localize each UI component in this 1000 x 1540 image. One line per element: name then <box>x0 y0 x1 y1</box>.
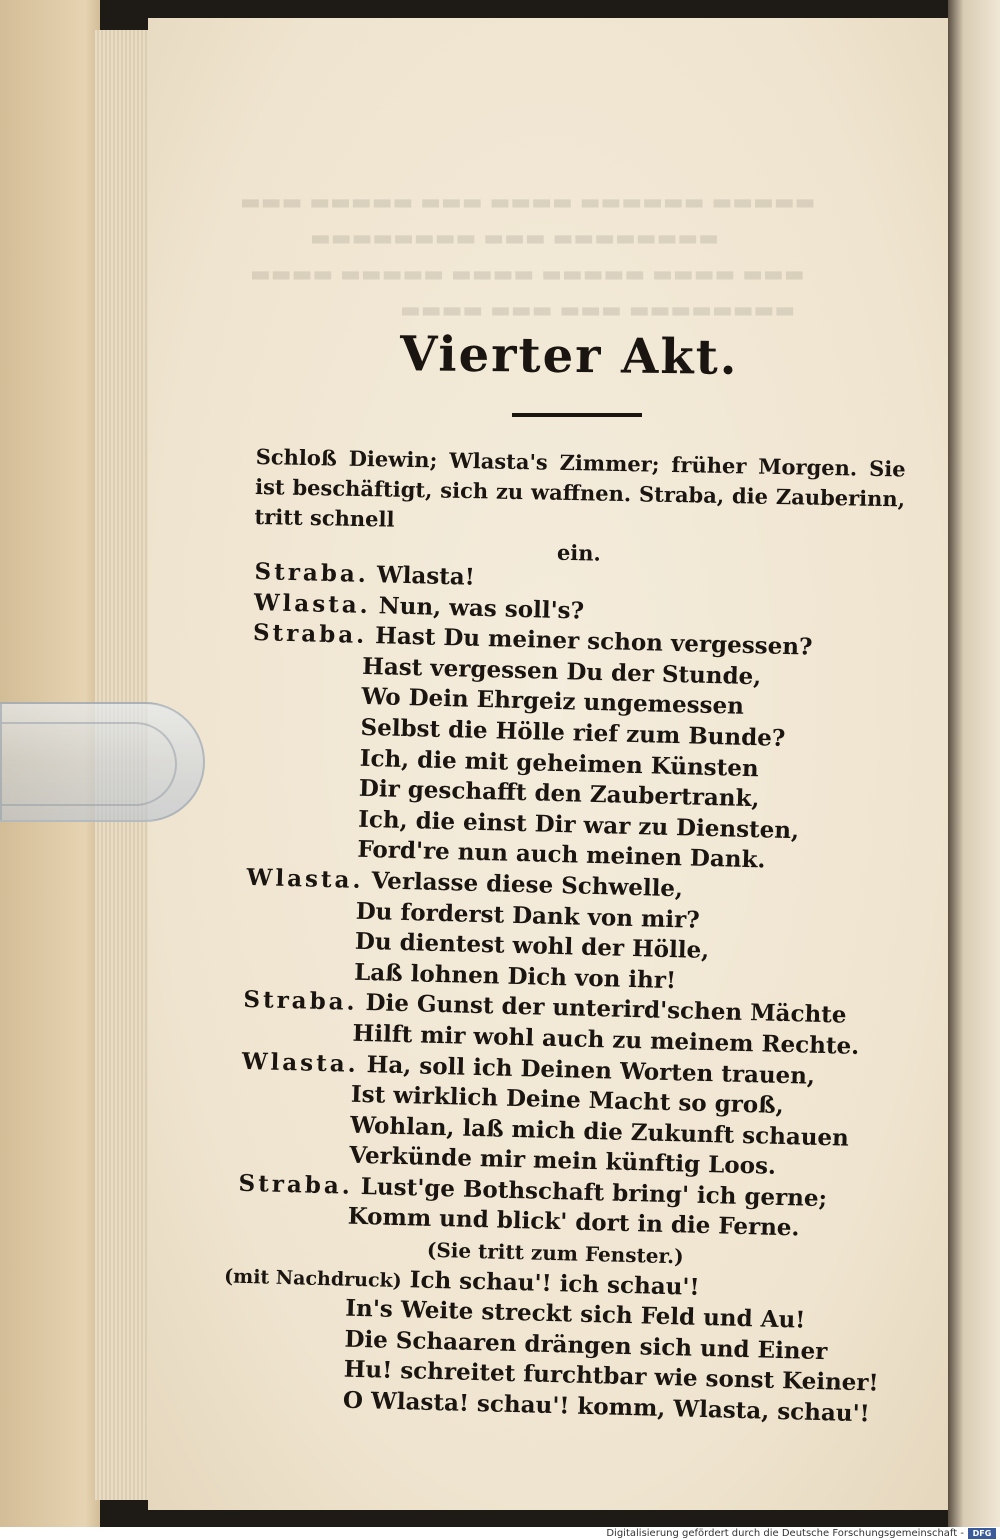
line-text: Nun, was soll's? <box>370 591 585 625</box>
speaker-name: Wlasta. <box>246 863 364 894</box>
bleed-through-texture: ▬▬▬▬ ▬▬▬▬▬ ▬▬▬▬ ▬▬▬▬▬ ▬▬▬▬ ▬▬▬ <box>250 262 805 287</box>
funding-credit: Digitalisierung gefördert durch die Deutsche Forschungsgemeinschaft - <box>606 1528 964 1539</box>
verse-line: Wo Dein Ehrgeiz ungemessen <box>361 683 745 721</box>
verse-line: Ich, die mit geheimen Künsten <box>359 744 760 782</box>
emphasis-direction: (mit Nachdruck) <box>223 1265 403 1292</box>
page-clip <box>0 702 205 822</box>
speaker-name: Straba. <box>254 557 370 588</box>
footer-bar <box>0 1527 1000 1540</box>
stage-direction-end: ein. <box>556 539 602 566</box>
title-rule <box>512 413 642 417</box>
act-title: Vierter Akt. <box>399 326 739 386</box>
verse-line: Hilft mir wohl auch zu meinem Rechte. <box>352 1019 860 1060</box>
verse-line: Ist wirklich Deine Macht so groß, <box>350 1080 785 1120</box>
page-clip-inner <box>2 722 177 806</box>
line-text: Ich schau'! ich schau'! <box>409 1265 700 1301</box>
stage-direction <box>254 442 906 574</box>
dialogue-block <box>223 557 895 1430</box>
verse-line: Du dientest wohl der Hölle, <box>354 927 710 965</box>
speaker-name: Wlasta. <box>253 588 372 619</box>
verse-line: Hast vergessen Du der Stunde, <box>361 652 762 691</box>
line-text: Hast Du meiner schon vergessen? <box>366 622 813 661</box>
bleed-through-texture: ▬▬▬▬ ▬▬▬ ▬▬▬ ▬▬▬▬▬▬▬▬ <box>400 298 796 323</box>
verse-line: Dir geschafft den Zaubertrank, <box>358 774 760 813</box>
speaker-name: Wlasta. <box>241 1047 360 1078</box>
verse-line: In's Weite streckt sich Feld und Au! <box>345 1294 806 1334</box>
verse-line: Hu! schreitet furchtbar wie sonst Keiner! <box>343 1356 879 1398</box>
speaker-name: Straba. <box>252 619 368 650</box>
verse-line: Verkünde mir mein künftig Loos. <box>349 1141 777 1181</box>
facing-page-edge <box>948 0 1000 1530</box>
verse-line: O Wlasta! schau'! komm, Wlasta, schau'! <box>342 1386 871 1428</box>
bleed-through-texture: ▬▬▬▬▬▬▬▬ ▬▬▬ ▬▬▬▬▬▬▬▬ <box>310 226 719 251</box>
speaker-name: Straba. <box>243 986 358 1017</box>
verse-line: Laß lohnen Dich von ihr! <box>353 958 677 994</box>
speaker-name: Straba. <box>238 1169 354 1200</box>
dfg-logo: DFG <box>968 1528 996 1539</box>
stage-direction-window: (Sie tritt zum Fenster.) <box>426 1237 684 1269</box>
line-text: Verlasse diese Schwelle, <box>363 866 684 903</box>
verse-line: Du forderst Dank von mir? <box>355 897 701 934</box>
line-text: Die Gunst der unterird'schen Mächte <box>357 989 847 1029</box>
verse-line: Komm und blick' dort in die Ferne. <box>347 1203 800 1242</box>
verse-line: Die Schaaren drängen sich und Einer <box>344 1325 828 1366</box>
verse-line: Wohlan, laß mich die Zukunft schauen <box>349 1111 850 1152</box>
bleed-through-texture: ▬▬▬ ▬▬▬▬▬ ▬▬▬ ▬▬▬▬ ▬▬▬▬▬▬ ▬▬▬▬▬ <box>240 190 816 215</box>
stage-direction-text: Schloß Diewin; Wlasta's Zimmer; früher Morgen. Sie ist beschäftigt, sich zu waffnen. Straba, die Zauberinn, tritt schnell <box>254 443 906 532</box>
line-text: Wlasta! <box>368 560 476 591</box>
line-text: Lust'ge Bothschaft bring' ich gerne; <box>352 1172 828 1213</box>
verse-line: Ich, die einst Dir war zu Diensten, <box>357 805 800 845</box>
verse-line: Selbst die Hölle rief zum Bunde? <box>360 713 786 752</box>
verse-line: Ford're nun auch meinen Dank. <box>357 836 766 874</box>
line-text: Ha, soll ich Deinen Worten trauen, <box>358 1050 816 1090</box>
